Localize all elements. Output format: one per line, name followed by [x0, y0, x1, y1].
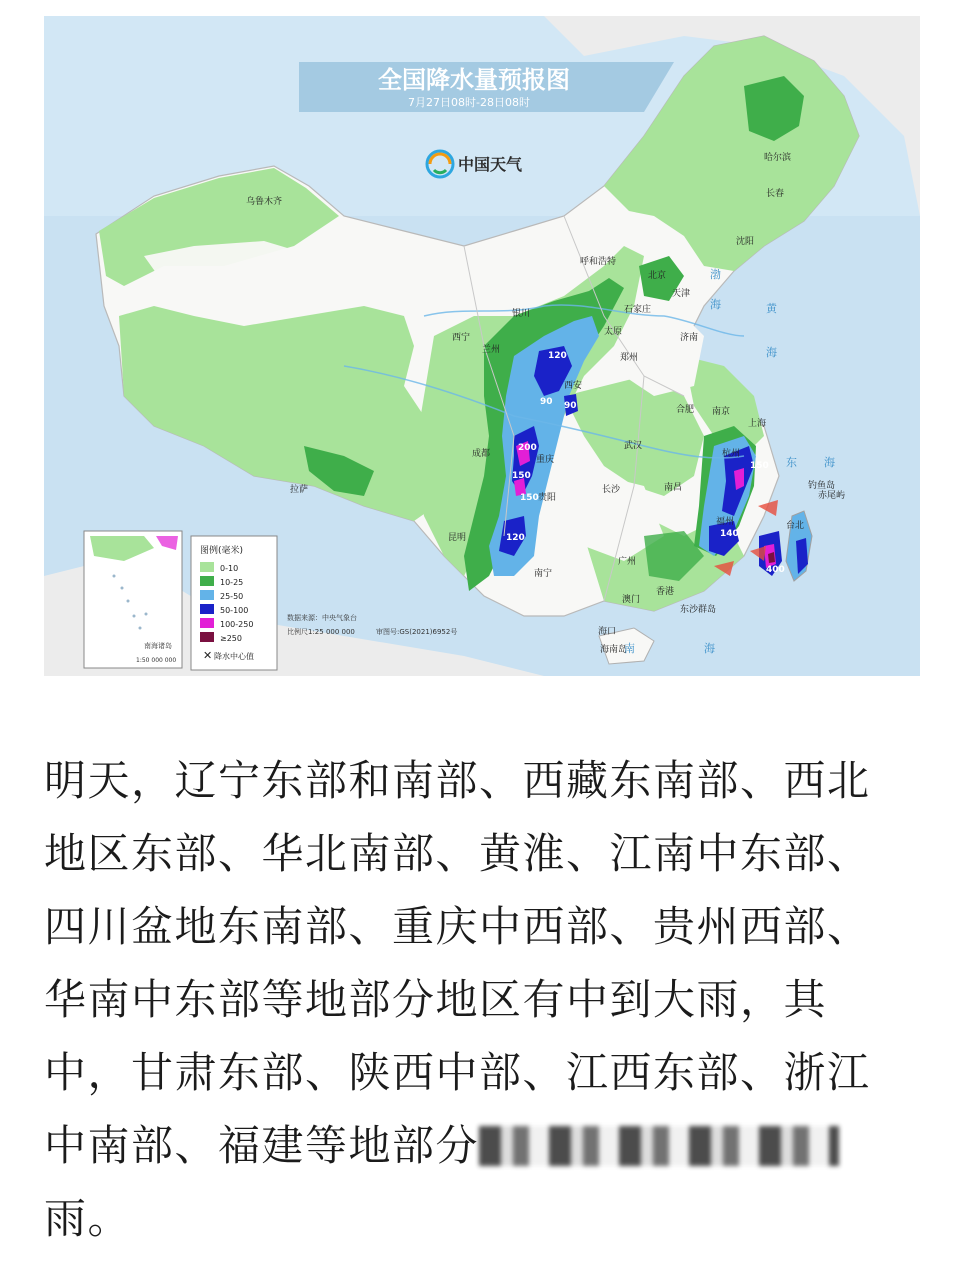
legend-label: 100-250: [220, 620, 254, 629]
sea-label: 东: [786, 456, 797, 469]
inset-label: 南海诸岛: [144, 642, 172, 650]
city-label: 澳门: [622, 595, 641, 605]
legend-swatch: [200, 632, 214, 642]
article-line: 华南中东部等地部分地区有中到大雨，其: [44, 975, 828, 1024]
article-line-truncated: [44, 1109, 924, 1182]
legend-label: 25-50: [220, 592, 244, 601]
article-line: 中，甘肃东部、陕西中部、江西东部、浙江: [44, 1048, 871, 1097]
map-canvas: [44, 16, 920, 676]
rain-value-label: 150: [750, 461, 769, 471]
map-scale: 比例尺1:25 000 000: [287, 628, 355, 636]
city-label: 哈尔滨: [764, 153, 792, 163]
city-label: 石家庄: [624, 305, 652, 315]
rain-value-label: 90: [540, 397, 553, 407]
sea-label: 南: [624, 642, 635, 655]
map-title-banner: [299, 62, 674, 112]
city-label: 广州: [618, 557, 637, 567]
sea-label: 海: [704, 642, 715, 655]
city-label: 赤尾屿: [818, 491, 846, 501]
legend-label: 10-25: [220, 578, 244, 587]
city-label: 台北: [786, 521, 805, 531]
article-line: 中南部、福建等地部分: [44, 1121, 480, 1170]
rain-value-label: 90: [564, 401, 577, 411]
legend-swatch: [200, 576, 214, 586]
rain-value-label: 200: [518, 443, 537, 453]
city-label: 福州: [716, 517, 735, 527]
south-china-sea-inset: [84, 531, 182, 668]
city-label: 呼和浩特: [580, 257, 617, 267]
city-label: 天津: [672, 289, 691, 299]
legend-label: 50-100: [220, 606, 249, 615]
center-marker-icon: ✕: [203, 649, 213, 662]
city-label: 上海: [748, 419, 767, 429]
article-line: 雨。: [44, 1194, 132, 1243]
city-label: 太原: [604, 327, 623, 337]
city-label: 香港: [656, 587, 675, 597]
rain-value-label: 400: [766, 565, 785, 575]
legend-label: 0-10: [220, 564, 239, 573]
city-label: 武汉: [624, 441, 643, 451]
city-label: 西宁: [452, 333, 471, 343]
city-label: 郑州: [620, 353, 639, 363]
sea-label: 海: [710, 298, 721, 311]
brand-name: 中国天气: [458, 155, 523, 174]
legend-swatch: [200, 604, 214, 614]
rain-area-over-250: [768, 552, 775, 563]
city-label: 合肥: [676, 405, 695, 415]
sea-label: 海: [766, 346, 777, 359]
rain-value-label: 150: [520, 493, 539, 503]
legend-swatch: [200, 618, 214, 628]
city-label: 拉萨: [290, 485, 309, 495]
legend-swatch: [200, 590, 214, 600]
inset-scale: 1:50 000 000: [136, 657, 177, 664]
city-label: 南京: [712, 407, 731, 417]
map-subtitle: 7月27日08时-28日08时: [408, 96, 530, 109]
city-label: 长春: [766, 189, 785, 199]
map-title: 全国降水量预报图: [378, 66, 570, 94]
city-label: 杭州: [722, 449, 741, 459]
city-label: 兰州: [482, 345, 501, 355]
city-label: 南宁: [534, 569, 553, 579]
city-label: 昆明: [448, 533, 467, 543]
city-label: 海南岛: [600, 645, 628, 655]
rain-value-label: 120: [548, 351, 567, 361]
legend-center-marker: 降水中心值: [214, 652, 254, 661]
rain-value-label: 120: [506, 533, 525, 543]
approval-number: 审图号:GS(2021)6952号: [376, 628, 458, 636]
sea-label: 海: [824, 456, 835, 469]
city-label: 贵阳: [538, 493, 557, 503]
article-line: 地区东部、华北南部、黄淮、江南中东部、: [44, 829, 871, 878]
city-label: 银川: [512, 309, 531, 319]
city-label: 东沙群岛: [680, 605, 717, 615]
city-label: 乌鲁木齐: [246, 197, 283, 207]
article-line: 明天，辽宁东部和南部、西藏东南部、西北: [44, 756, 871, 805]
map-legend: [191, 536, 277, 670]
city-label: 成都: [472, 449, 491, 459]
article-text: [44, 744, 924, 1255]
article-line: 四川盆地东南部、重庆中西部、贵州西部、: [44, 902, 871, 951]
city-label: 北京: [648, 271, 667, 281]
rain-value-label: 140: [720, 529, 739, 539]
precipitation-forecast-map: [44, 16, 920, 676]
city-label: 海口: [598, 627, 617, 637]
city-label: 西安: [564, 381, 583, 391]
blurred-overlay: [479, 1126, 839, 1166]
legend-title: 图例(毫米): [200, 546, 244, 556]
sea-label: 黄: [766, 302, 777, 315]
city-label: 沈阳: [736, 237, 755, 247]
legend-label: ≥250: [220, 634, 242, 643]
city-label: 重庆: [536, 455, 555, 465]
city-label: 钓鱼岛: [808, 481, 836, 491]
city-label: 济南: [680, 333, 699, 343]
rain-value-label: 150: [512, 471, 531, 481]
city-label: 南昌: [664, 483, 683, 493]
sea-label: 渤: [710, 268, 721, 281]
city-label: 长沙: [602, 485, 621, 495]
data-source: 数据来源：中央气象台: [287, 614, 357, 622]
legend-swatch: [200, 562, 214, 572]
